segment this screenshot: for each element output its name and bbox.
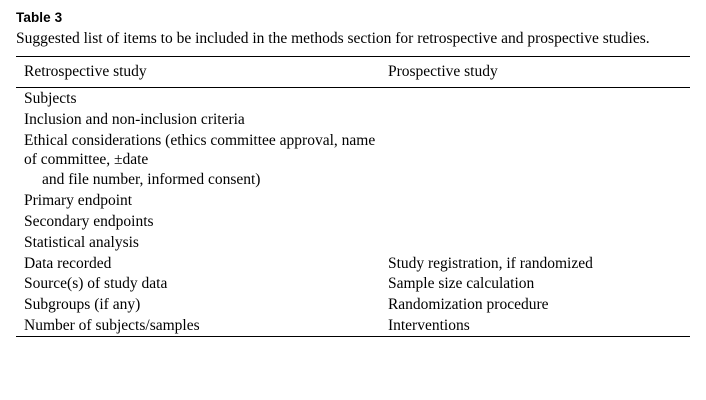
cell-retrospective: Number of subjects/samples <box>24 317 200 335</box>
table-row <box>16 316 690 337</box>
cell-retrospective <box>16 130 380 190</box>
table-row <box>16 274 690 295</box>
cell-prospective: Sample size calculation <box>387 275 535 293</box>
cell-retrospective: Data recorded <box>24 254 112 272</box>
table-row <box>16 88 690 109</box>
cell-retrospective: Primary endpoint <box>24 192 133 210</box>
table-row <box>16 253 690 274</box>
cell-retrospective: Subjects <box>24 89 77 107</box>
table-label: Table 3 <box>16 10 63 25</box>
cell-retrospective: Secondary endpoints <box>24 212 154 230</box>
cell-prospective <box>380 88 690 109</box>
cell-text-line-2: and file number, informed consent) <box>42 171 261 189</box>
cell-prospective <box>380 232 690 253</box>
cell-prospective <box>380 191 690 212</box>
cell-retrospective: Source(s) of study data <box>24 275 168 293</box>
table-row <box>16 211 690 232</box>
cell-prospective: Randomization procedure <box>387 296 549 314</box>
table-row <box>16 191 690 212</box>
data-table-body <box>16 88 690 336</box>
cell-retrospective: Subgroups (if any) <box>24 296 141 314</box>
table-caption: Suggested list of items to be included in the methods section for retrospective and prospective studies. <box>16 30 650 47</box>
column-header-prospective: Prospective study <box>387 63 498 81</box>
cell-prospective: Interventions <box>387 317 470 335</box>
cell-retrospective: Statistical analysis <box>24 233 139 251</box>
table-row <box>16 130 690 190</box>
cell-prospective <box>380 109 690 130</box>
cell-text-line-1: Ethical considerations (ethics committee approval, name of committee, ±date <box>24 131 376 169</box>
cell-prospective <box>380 211 690 232</box>
column-header-retrospective: Retrospective study <box>24 63 147 81</box>
cell-prospective: Study registration, if randomized <box>387 254 593 272</box>
cell-prospective <box>380 130 690 190</box>
table-bottom-rule <box>16 336 690 337</box>
table-row <box>16 109 690 130</box>
table-row <box>16 232 690 253</box>
table-header-row <box>16 57 690 87</box>
data-table <box>16 57 690 87</box>
table-row <box>16 295 690 316</box>
cell-retrospective: Inclusion and non-inclusion criteria <box>24 110 245 128</box>
